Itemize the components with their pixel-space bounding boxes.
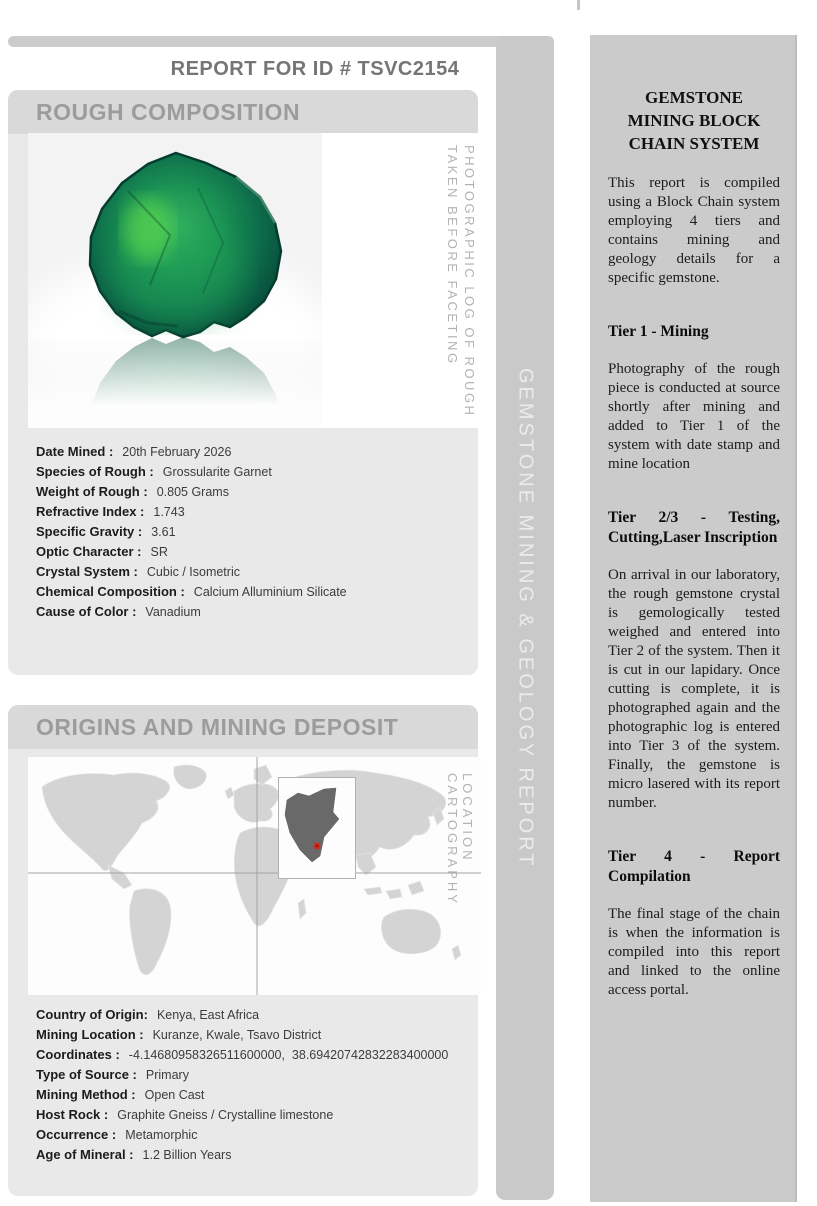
tier1-body: Photography of the rough piece is conducted at source shortly after mining and added to Tier 1 of the system with date stamp and mine location (608, 360, 780, 472)
field-value: 20th February 2026 (122, 445, 232, 459)
field-row (36, 1045, 470, 1065)
field-value: Kuranze, Kwale, Tsavo District (152, 1028, 322, 1042)
blockchain-panel (590, 35, 797, 1202)
continents (42, 765, 461, 975)
field-value: 1.2 Billion Years (142, 1148, 232, 1162)
field-label: Weight of Rough : (36, 484, 148, 499)
field-row (36, 1085, 470, 1105)
field-row (36, 1065, 470, 1085)
top-divider-bar (8, 36, 554, 47)
field-row (36, 1005, 470, 1025)
tier23-body: On arrival in our laboratory, the rough gemstone crystal is gemologically tested weighed and entered into Tier 2 of the system. Then it is cut in our lapidary. Once cutting is complete, it is photographed again and the photographic log is entered into Tier 3 of the system. Finally, the gemstone is micro lasered with its report number. (608, 566, 780, 811)
field-label: Host Rock : (36, 1107, 109, 1122)
side-strip-label: GEMSTONE MINING & GEOLOGY REPORT (514, 367, 537, 869)
side-strip (496, 36, 554, 1200)
field-row (36, 1125, 470, 1145)
field-value: Calcium Alluminium Silicate (193, 585, 347, 599)
field-value: 1.743 (153, 505, 185, 519)
field-row (36, 442, 470, 462)
field-row (36, 602, 470, 622)
field-row (36, 1105, 470, 1125)
field-row (36, 522, 470, 542)
field-row (36, 462, 470, 482)
field-label: Coordinates : (36, 1047, 120, 1062)
field-label: Country of Origin: (36, 1007, 148, 1022)
tier23-heading: Tier 2/3 - Testing, Cutting,Laser Inscription (608, 508, 780, 546)
field-value: Open Cast (144, 1088, 205, 1102)
map-caption: LOCATION CARTOGRAPHY (445, 773, 475, 906)
field-value: Kenya, East Africa (156, 1008, 260, 1022)
field-label: Mining Location : (36, 1027, 144, 1042)
tier4-body: The final stage of the chain is when the information is compiled into this report and linked to the online access portal. (608, 905, 780, 998)
photo-caption-line2: TAKEN BEFORE FACETING (445, 145, 460, 366)
field-value: Graphite Gneiss / Crystalline limestone (117, 1108, 334, 1122)
origins-header: ORIGINS AND MINING DEPOSIT (8, 705, 478, 749)
field-row (36, 482, 470, 502)
field-row (36, 1145, 470, 1165)
field-label: Occurrence : (36, 1127, 117, 1142)
blockchain-title: GEMSTONE MINING BLOCK CHAIN SYSTEM (627, 88, 761, 153)
field-label: Date Mined : (36, 444, 114, 459)
gem-rough-illustration (28, 133, 322, 428)
field-label: Specific Gravity : (36, 524, 143, 539)
photo-caption (444, 145, 478, 425)
field-value: Vanadium (145, 605, 201, 619)
field-label: Optic Character : (36, 544, 142, 559)
blockchain-intro: This report is compiled using a Block Chain system employing 4 tiers and contains mining and geology details for a specific gemstone. (608, 174, 780, 286)
field-label: Refractive Index : (36, 504, 145, 519)
field-label: Crystal System : (36, 564, 138, 579)
map-box (28, 757, 481, 995)
field-label: Chemical Composition : (36, 584, 185, 599)
photo-caption-line1: PHOTOGRAPHIC LOG OF ROUGH (462, 145, 477, 418)
field-value: Metamorphic (125, 1128, 198, 1142)
rough-fields (36, 442, 470, 622)
field-value: 0.805 Grams (156, 485, 229, 499)
rough-composition-panel (8, 90, 478, 675)
field-value: Primary (145, 1068, 189, 1082)
field-value: 3.61 (151, 525, 176, 539)
field-value: -4.14680958326511600000, 38.69420742832283400000 (128, 1048, 449, 1062)
field-row (36, 542, 470, 562)
field-row (36, 502, 470, 522)
tier1-heading: Tier 1 - Mining (608, 322, 709, 340)
field-row (36, 582, 470, 602)
field-label: Age of Mineral : (36, 1147, 134, 1162)
page-fold-mark (577, 0, 580, 10)
field-value: SR (150, 545, 168, 559)
field-value: Cubic / Isometric (146, 565, 240, 579)
origins-panel (8, 705, 478, 1196)
field-row (36, 1025, 470, 1045)
page-title: REPORT FOR ID # TSVC2154 (170, 58, 460, 80)
world-map (28, 757, 481, 995)
field-label: Cause of Color : (36, 604, 137, 619)
field-row (36, 562, 470, 582)
field-label: Species of Rough : (36, 464, 154, 479)
rough-composition-header: ROUGH COMPOSITION (8, 90, 478, 134)
field-label: Mining Method : (36, 1087, 136, 1102)
gem-photo-box (28, 133, 481, 428)
field-label: Type of Source : (36, 1067, 137, 1082)
origins-fields (36, 1005, 470, 1165)
gem-photo (28, 133, 322, 428)
field-value: Grossularite Garnet (162, 465, 272, 479)
tier4-heading: Tier 4 - Report Compilation (608, 847, 780, 885)
